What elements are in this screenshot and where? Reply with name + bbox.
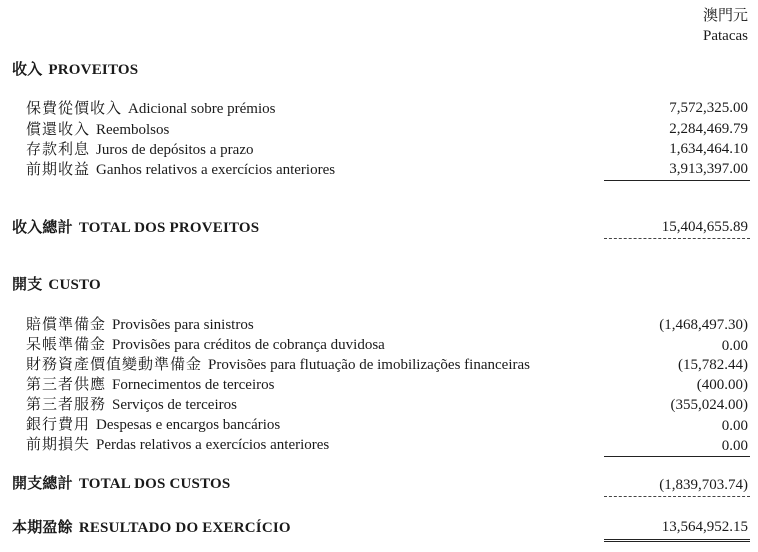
income-item-amount: 2,284,469.79 <box>669 121 748 137</box>
costs-total-zh: 開支總計 <box>12 476 73 492</box>
costs-item-amount: 0.00 <box>721 438 748 454</box>
income-item <box>26 158 335 179</box>
costs-total-amount: (1,839,703.74) <box>659 477 748 493</box>
income-item <box>26 97 275 118</box>
costs-item-amount: (15,782.44) <box>678 357 748 373</box>
costs-item-pt: Provisões para flutuação de imobilizações financeiras <box>208 357 530 373</box>
costs-total-label <box>12 472 230 493</box>
result-label <box>12 516 291 537</box>
income-total-label <box>12 216 259 237</box>
costs-total-pt: TOTAL DOS CUSTOS <box>78 476 231 492</box>
income-item-zh: 前期收益 <box>26 162 91 178</box>
income-item-zh: 償還收入 <box>26 122 91 138</box>
costs-item <box>26 393 237 414</box>
costs-item-pt: Serviços de terceiros <box>112 397 237 413</box>
income-item <box>26 118 169 139</box>
costs-item <box>26 353 530 374</box>
income-item-amount: 1,634,464.10 <box>669 141 748 157</box>
costs-heading-zh: 開支 <box>12 277 43 293</box>
costs-item-pt: Despesas e encargos bancários <box>96 417 281 433</box>
income-total-amount: 15,404,655.89 <box>661 219 748 235</box>
costs-item-zh: 呆帳準備金 <box>26 337 107 353</box>
costs-item-zh: 賠償準備金 <box>26 317 107 333</box>
costs-item-pt: Provisões para créditos de cobrança duvidosa <box>112 337 385 353</box>
costs-item-zh: 財務資產價值變動準備金 <box>26 357 203 373</box>
costs-subtotal-rule <box>604 456 750 457</box>
costs-item-pt: Perdas relativos a exercícios anteriores <box>96 437 330 453</box>
income-item-pt: Ganhos relativos a exercícios anteriores <box>96 162 336 178</box>
currency-header <box>703 6 748 46</box>
costs-item <box>26 333 385 354</box>
costs-item-zh: 第三者服務 <box>26 397 107 413</box>
income-heading-pt: PROVEITOS <box>48 62 139 78</box>
income-item-zh: 存款利息 <box>26 142 91 158</box>
costs-item-pt: Provisões para sinistros <box>112 317 254 333</box>
income-item-amount: 3,913,397.00 <box>669 161 748 177</box>
costs-item-pt: Fornecimentos de terceiros <box>112 377 275 393</box>
result-zh: 本期盈餘 <box>12 520 73 536</box>
income-item-zh: 保費從價收入 <box>26 101 123 117</box>
result-double-rule <box>604 539 750 542</box>
income-heading <box>12 58 138 79</box>
costs-item-amount: (355,024.00) <box>670 397 748 413</box>
costs-item <box>26 313 254 334</box>
result-amount: 13,564,952.15 <box>661 519 748 535</box>
costs-item-amount: 0.00 <box>721 418 748 434</box>
costs-total-rule <box>604 496 750 497</box>
costs-item-zh: 前期損失 <box>26 437 91 453</box>
income-total-zh: 收入總計 <box>12 220 73 236</box>
costs-item-amount: (1,468,497.30) <box>659 317 748 333</box>
costs-item <box>26 373 274 394</box>
result-pt: RESULTADO DO EXERCÍCIO <box>78 520 291 536</box>
costs-item-zh: 第三者供應 <box>26 377 107 393</box>
costs-item-amount: 0.00 <box>721 338 748 354</box>
costs-item-amount: (400.00) <box>696 377 748 393</box>
income-total-pt: TOTAL DOS PROVEITOS <box>78 220 260 236</box>
income-item-pt: Reembolsos <box>96 122 170 138</box>
costs-heading-pt: CUSTO <box>48 277 101 293</box>
currency-label-pt: Patacas <box>703 28 748 44</box>
income-subtotal-rule <box>604 180 750 181</box>
currency-label-zh: 澳門元 <box>702 8 748 24</box>
costs-item <box>26 433 329 454</box>
income-heading-zh: 收入 <box>12 62 43 78</box>
income-item-pt: Adicional sobre prémios <box>128 101 276 117</box>
income-item-pt: Juros de depósitos a prazo <box>96 142 254 158</box>
income-item <box>26 138 253 159</box>
costs-item-zh: 銀行費用 <box>26 417 91 433</box>
costs-heading <box>12 273 101 294</box>
income-item-amount: 7,572,325.00 <box>669 100 748 116</box>
costs-item <box>26 413 280 434</box>
income-total-rule <box>604 238 750 239</box>
